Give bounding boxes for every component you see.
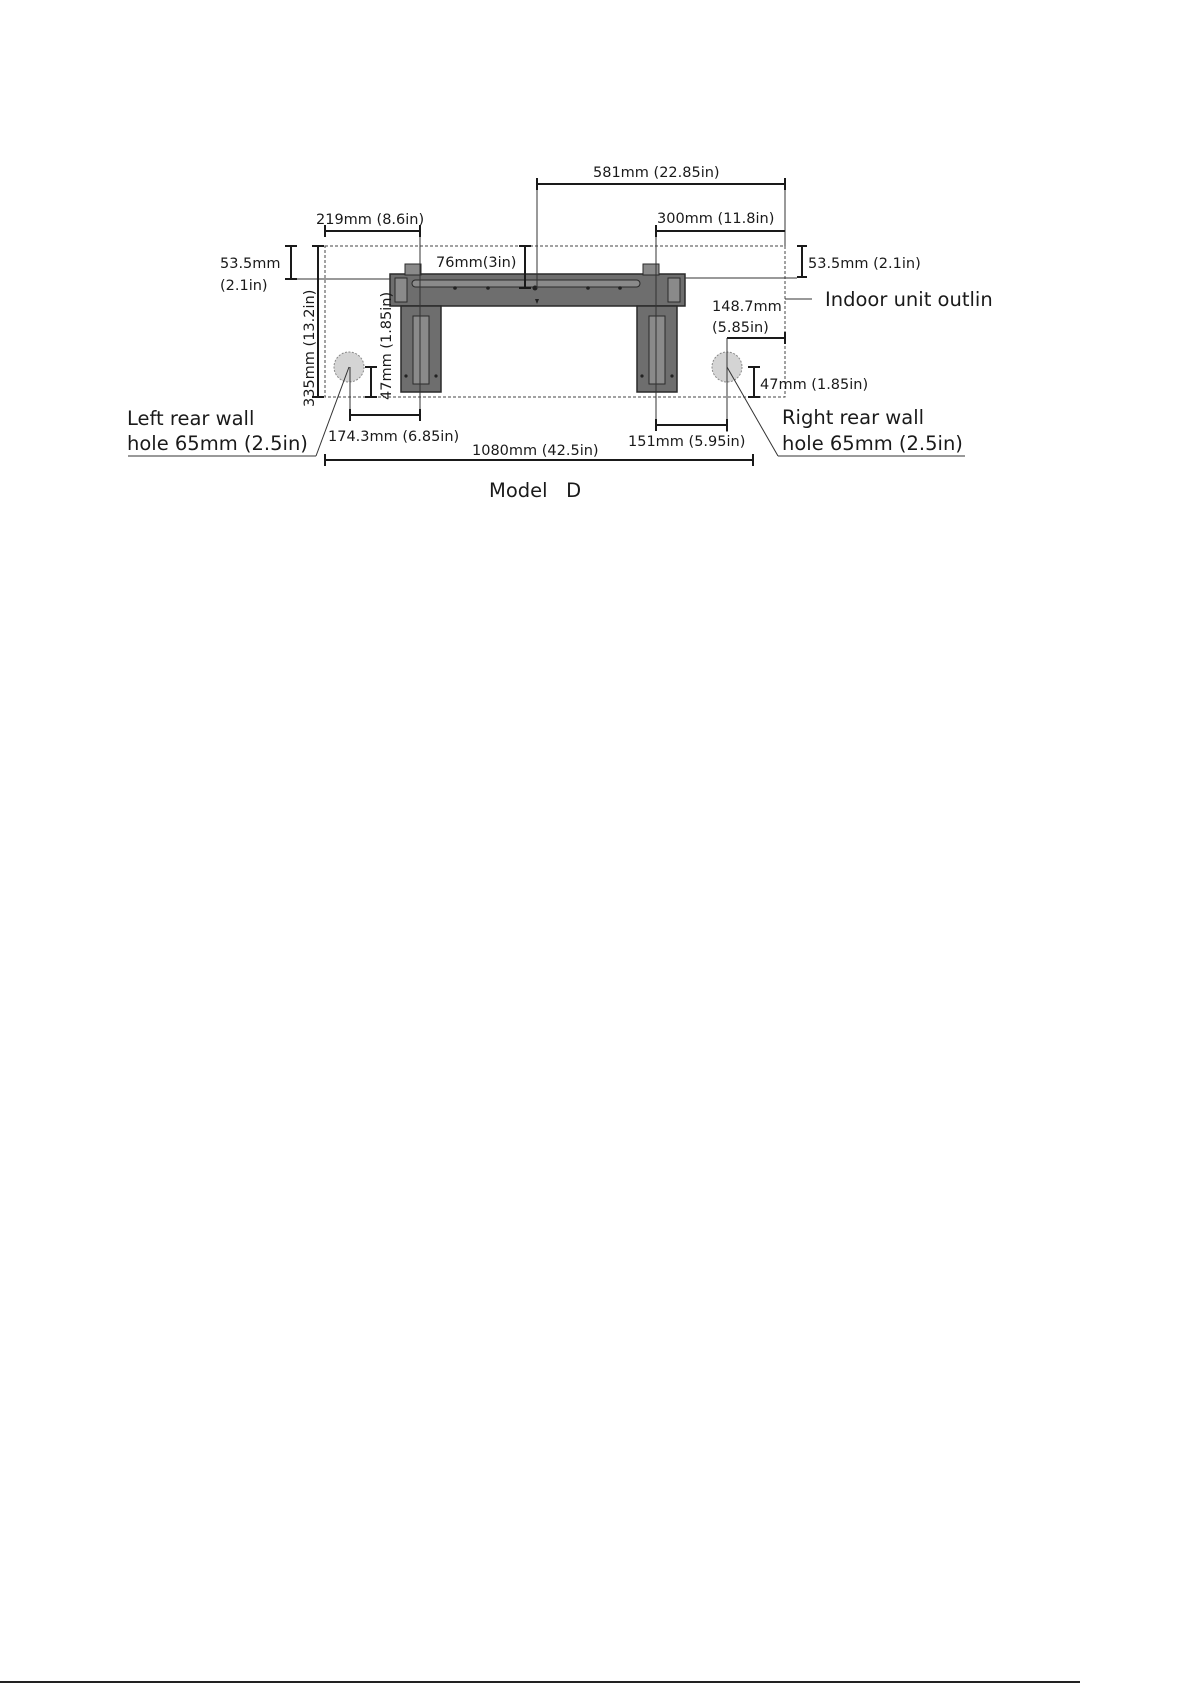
footer-rule: [0, 1681, 1080, 1683]
dim-300-label: 300mm (11.8in): [657, 211, 775, 227]
indoor-outline-label: Indoor unit outlin: [825, 288, 993, 311]
dim-151-label: 151mm (5.95in): [628, 434, 746, 450]
dim-148-label-a: 148.7mm: [712, 299, 782, 315]
dim-47-left-label: 47mm (1.85in): [379, 291, 395, 400]
dim-53-left-label-a: 53.5mm: [220, 256, 281, 272]
diagram-caption: Model D: [489, 479, 582, 502]
dim-53-right-label: 53.5mm (2.1in): [808, 256, 921, 272]
right-hole-label-line2: hole 65mm (2.5in): [782, 432, 963, 455]
dim-148-label-b: (5.85in): [712, 320, 769, 336]
dim-335-label: 335mm (13.2in): [302, 289, 318, 407]
dim-581-label: 581mm (22.85in): [593, 165, 720, 181]
dim-219-label: 219mm (8.6in): [316, 212, 425, 228]
dim-76-label: 76mm(3in): [436, 255, 517, 271]
left-hole-label-line2: hole 65mm (2.5in): [127, 432, 308, 455]
dim-1080-label: 1080mm (42.5in): [472, 443, 599, 459]
left-hole-label-line1: Left rear wall: [127, 407, 255, 430]
right-hole-label-line1: Right rear wall: [782, 406, 925, 429]
dim-174-label: 174.3mm (6.85in): [328, 429, 460, 445]
dim-47-right-label: 47mm (1.85in): [760, 377, 869, 393]
dim-53-left-label-b: (2.1in): [220, 278, 268, 294]
